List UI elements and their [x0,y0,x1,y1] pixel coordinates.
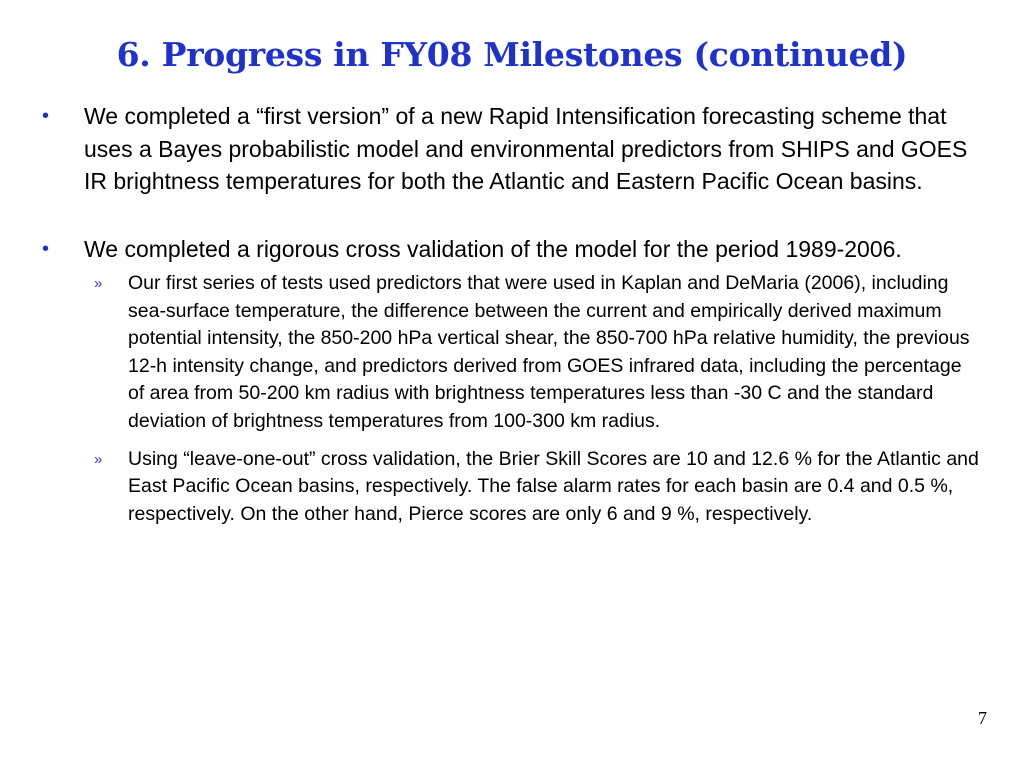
page-number: 7 [978,708,987,728]
slide-title: 6. Progress in FY08 Milestones (continued) [116,35,908,74]
sub-bullet-item [84,446,980,529]
chevron-double-right-icon: » [94,275,103,292]
bullet-text: We completed a rigorous cross validation of the model for the period 1989-2006. [84,235,902,262]
sub-bullet-list [84,270,980,528]
bullet-dot-icon: • [42,237,50,260]
bullet-text: We completed a “first version” of a new Rapid Intensification forecasting scheme that uses a Bayes probabilistic model and environmental predictors from SHIPS and GOES IR brightness temperatures for both the Atlantic and Eastern Pacific Ocean basins. [84,103,968,194]
bullet-item [40,100,980,198]
bullet-item [40,233,980,529]
sub-bullet-item [84,270,980,436]
chevron-double-right-icon: » [94,450,103,468]
bullet-list [40,100,980,528]
sub-bullet-text: Our first series of tests used predictors that were used in Kaplan and DeMaria (2006), including sea-surface temperature, the difference between the current and empirically derived maximum potential intensity, the 850-200 hPa vertical shear, the 850-700 hPa relative humidity, the previous 12-h intensity change, and predictors derived from GOES infrared data, including the percentage of area from 50-200 km radius with brightness temperatures less than -30 C and the standard deviation of brightness temperatures from 100-300 km radius. [128,272,970,432]
sub-bullet-text: Using “leave-one-out” cross validation, the Brier Skill Scores are 10 and 12.6 % for the Atlantic and East Pacific Ocean basins, respectively. The false alarm rates for each basin are 0.4 and 0.5 %, respectively. On the other hand, Pierce scores are only 6 and 9 %, respectively. [128,447,979,525]
bullet-dot-icon: • [42,105,50,127]
